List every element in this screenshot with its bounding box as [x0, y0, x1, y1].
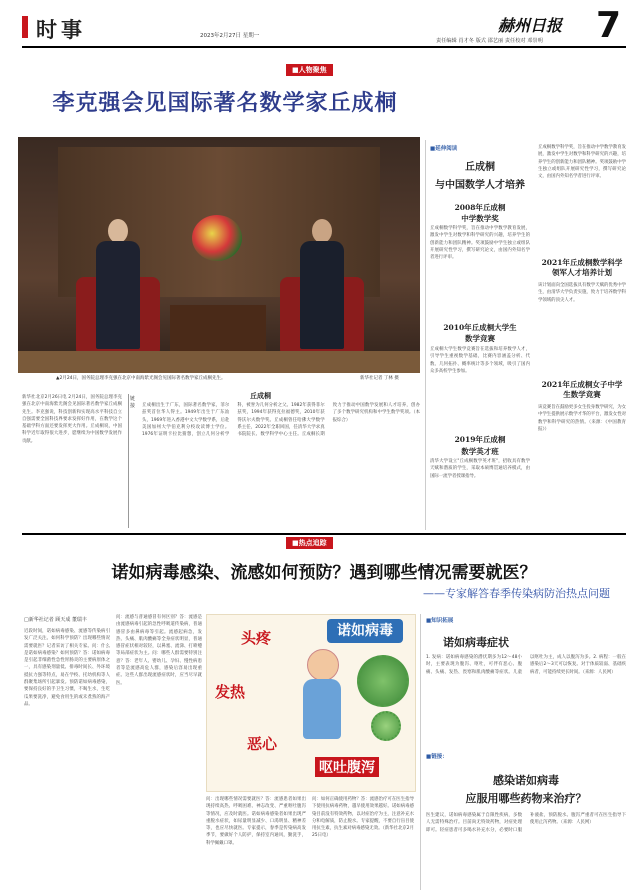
hot-byline: □新华社记者 顾天成 董瑞丰 [24, 617, 87, 623]
hot-col1: 近段时间，诺如病毒感染、流感等传染病引发广泛关注。如何科学预防？出现哪些情况需要就医？记者采访了相关专家。问：什么是诺如病毒感染？如何预防？答：诺如病毒是引起非细菌性急性胃肠炎的主要病原体之一，具有感染剂量低、排毒时间长、外环境抵抗力强等特点，易在学校、托幼机构等人群聚集场所引起暴发。预防诺如病毒感染，要保持良好的手卫生习惯，不喝生水，生吃瓜果要洗净，避免食用生的或未煮熟的海产品。 [24, 629, 110, 707]
sidebar1-text1: 丘成桐数学科学奖，旨在推动中学数学教育发展，激发中学生对数学和科学研究的兴趣，培养学生的创新能力和团队精神。奖项鼓励中学生独立或组队开展研究性学习，撰写研究论文，由国内外知名学者进行评审。 [430, 226, 530, 261]
label-vomit-diarrhea: 呕吐腹泻 [315, 757, 379, 777]
sidebar1-sub1a: 2008年丘成桐 [454, 203, 506, 212]
section-badge [286, 64, 333, 76]
illustration-banner: 诺如病毒 [327, 619, 403, 643]
link-label-text: 链接 [130, 396, 136, 409]
hot-col2: 问：流感与普通感冒有何区别？答：流感是由流感病毒引起的急性呼吸道传染病，普通感冒多由鼻病毒等引起。流感起病急，发热、头痛、肌肉酸痛等全身症状明显，普通感冒症状相对较轻，以鼻塞、流涕、打喷嚏等局部症状为主。问：哪些人群需要特别注意？答：老年人、婴幼儿、孕妇、慢性病患者等是流感高危人群，感染后容易出现重症。这些人群出现流感症状时，应当尽早就医。 [116, 615, 202, 686]
badge-label: 人物聚焦 [298, 66, 327, 74]
sidebar1-sub4: 2021年丘成桐数学科学领军人才培养计划 [541, 258, 623, 277]
virus-icon [357, 655, 409, 707]
sidebar2-title2a: 感染诺如病毒 [493, 774, 559, 787]
sidebar2-text2: 医生建议，诺如病毒感染属于自限性疾病，多数人无需特殊治疗。目前尚无特效药物，对症处理即可。轻症患者可多喝水补充水分，必要时口服补液盐，预防脱水。腹泻严重者可在医生指导下使用止泻药物。（来源：人民网） [426, 813, 626, 833]
hot-col4: 问：如何正确使用药物？答：流感治疗可在医生指导下使用抗病毒药物，越早使用效果越好。诺如病毒感染目前没有特效药物，以对症治疗为主，注意补充水分和电解质，防止脱水。专家提醒，不要自行盲目使用抗生素，抗生素对病毒感染无效。（新华社北京2月25日电） [312, 797, 414, 839]
editors-line: 责任编辑 肖才冬 版式 邵艺丽 责任校对 邓崇明 [436, 38, 543, 44]
story1-lead: 新华社北京2月26日电 2月24日，国务院总理李克强在北京中南海紫光阁会见国际著名数学家丘成桐先生。李克强说，科技创新和实现高水平科技自立自强需要全国科技界要求发挥好作用，在数学这个基础学科方面还要发挥更大作用。丘成桐说，中国科学近年取得很大进步，愿继续为中国数学发展作贡献。 [22, 395, 122, 444]
link-label [130, 396, 138, 410]
photo-caption: ▲2月24日，国务院总理李克强在北京中南海紫光阁会见国际著名数学家丘成桐先生。 [56, 376, 226, 381]
sidebar1-sub5: 2021年丘成桐女子中学生数学竞赛 [541, 380, 623, 399]
sidebar1-divider [425, 140, 426, 530]
sidebar1-sub1b: 中学数学奖 [461, 214, 499, 223]
meeting-photo [18, 137, 420, 373]
sidebar1-title-1: 丘成桐 [465, 162, 495, 173]
person-left [96, 219, 140, 349]
sidebar1-text3b [538, 144, 626, 252]
label-nausea: 恶心 [247, 735, 278, 753]
hot-subhead: ——专家解答春季传染病防治热点问题 [423, 587, 610, 600]
hot-badge [286, 537, 333, 549]
sidebar1-sub2b: 数学竞赛 [465, 334, 495, 343]
section-rule [22, 533, 626, 535]
hot-headline: 诺如病毒感染、流感如何预防？遇到哪些情况需要就医？ [111, 563, 537, 583]
sidebar1-sub3b: 数学英才班 [461, 447, 499, 456]
page-number: 7 [596, 5, 622, 46]
hot-badge-label: 热点追踪 [298, 539, 327, 547]
sidebar1-text4: 该计划面向全国选拔具有数学天赋的优秀中学生，由清华大学负责实施，致力于培养数学科学领域的顶尖人才。 [538, 283, 626, 303]
link-text: 丘成桐出生于广东，国际著名数学家，菲尔兹奖首位华人得主。1949年出生于广东汕头，1969年进入香港中文大学数学系，后赴美国加州大学伯克利分校攻读博士学位。1976年证明卡拉比猜想，创立几何分析学科，被誉为几何分析之父。1982年获得菲尔兹奖，1994年获得克拉福德奖，2010年获得沃尔夫数学奖。丘成桐曾任哈佛大学数学系主任，2022年全职回国，任清华大学求真书院院长、数学科学中心主任。丘成桐长期致力于推动中国数学发展和人才培养，创办了多个数学研究机构和中学生数学奖项。（本报综合） [142, 403, 420, 438]
date-line: 2023年2月27日 星期一 [200, 33, 260, 39]
sidebar1-text2: 丘成桐大学生数学竞赛旨在选拔和培养数学人才，引导学生重视数学基础，比赛内容涵盖分析、代数、几何拓扑、概率统计等多个领域，吸引了国内众多高校学生参加。 [430, 347, 530, 374]
sidebar2-tag: ■知识拓展 [426, 618, 454, 624]
paper-name: 赫州日报 [498, 16, 563, 35]
sidebar2-tag2-text: 链接： [431, 754, 448, 760]
flower-arrangement [192, 215, 242, 261]
link-title: 丘成桐 [250, 391, 271, 400]
carpet [18, 351, 420, 373]
sidebar1-tag-text: 延伸阅读 [435, 146, 458, 152]
tea-table [170, 305, 266, 351]
sidebar1-tag: ■延伸阅读 [430, 146, 458, 152]
sidebar2-title2b: 应服用哪些药物来治疗？ [465, 792, 587, 805]
sidebar1-title-2: 与中国数学人才培养 [435, 180, 525, 191]
story1-divider [128, 394, 129, 528]
photo-credit: 新华社记者 丁林 摄 [360, 376, 399, 381]
sidebar2-title: 诺如病毒症状 [443, 636, 509, 649]
sidebar2-tag2: ■链接： [426, 754, 448, 760]
masthead [0, 0, 640, 48]
story1-headline: 李克强会见国际著名数学家丘成桐 [52, 90, 398, 116]
virus-icon-small [371, 711, 401, 741]
sidebar1-sub3a: 2019年丘成桐 [454, 435, 506, 444]
label-fever: 发热 [215, 683, 246, 701]
sidebar1-text3: 清华大学设立"丘成桐数学英才班"，招收具有数学天赋和潜质的学生，采取本硕博贯通培养模式，由国际一流学者授课指导。 [430, 459, 530, 479]
section-title: 时事 [36, 17, 86, 42]
person-right [300, 219, 344, 349]
sidebar1-sub2a: 2010年丘成桐大学生 [443, 323, 517, 332]
section-bar-icon [22, 16, 28, 38]
badge-square-icon: ■ [292, 66, 299, 74]
cartoon-person [299, 649, 345, 753]
sidebar2-tag-text: 知识拓展 [431, 618, 454, 624]
label-headache: 头疼 [241, 629, 272, 647]
hot-badge-square-icon: ■ [292, 539, 299, 547]
norovirus-illustration [206, 614, 416, 792]
sidebar2-divider [420, 614, 421, 890]
sidebar1-text1-cont: 丘成桐数学科学奖，旨在推动中学数学教育发展，激发中学生对数学和科学研究的兴趣，培养学生的创新能力和团队精神。奖项鼓励中学生独立或组队开展研究性学习，撰写研究论文，由国内外知名学者进行评审。 [538, 145, 626, 180]
sidebar1-text5: 该竞赛旨在鼓励更多女生投身数学研究，为女中学生提供展示数学才华的平台，激发女性对数学和科学研究的热情。（来源：《中国教育报》） [538, 405, 626, 432]
hot-col3: 问：出现哪些情况需要就医？答：流感患者如果出现持续高热、呼吸困难、神志改变、严重呕吐腹泻等情况，应及时就医。诺如病毒感染者如果出现严重脱水症状，如尿量明显减少、口渴明显、精神差等，也应尽快就医。专家提示，春季是传染病高发季节，要做好个人防护，保持室内通风，勤洗手，科学佩戴口罩。 [206, 797, 306, 846]
header-rule [22, 46, 626, 48]
sidebar2-text: 1. 发病：诺如病毒感染的潜伏期多为12～48小时，主要表现为腹泻、呕吐，可伴有恶心、腹痛、头痛、发热、畏寒和肌肉酸痛等症状。儿童以呕吐为主，成人以腹泻为多。2. 病程：一般在感染后2～3天可以恢复。对于体质较弱、基础疾病者，可能持续更长时间。（来源：人民网） [426, 655, 626, 675]
